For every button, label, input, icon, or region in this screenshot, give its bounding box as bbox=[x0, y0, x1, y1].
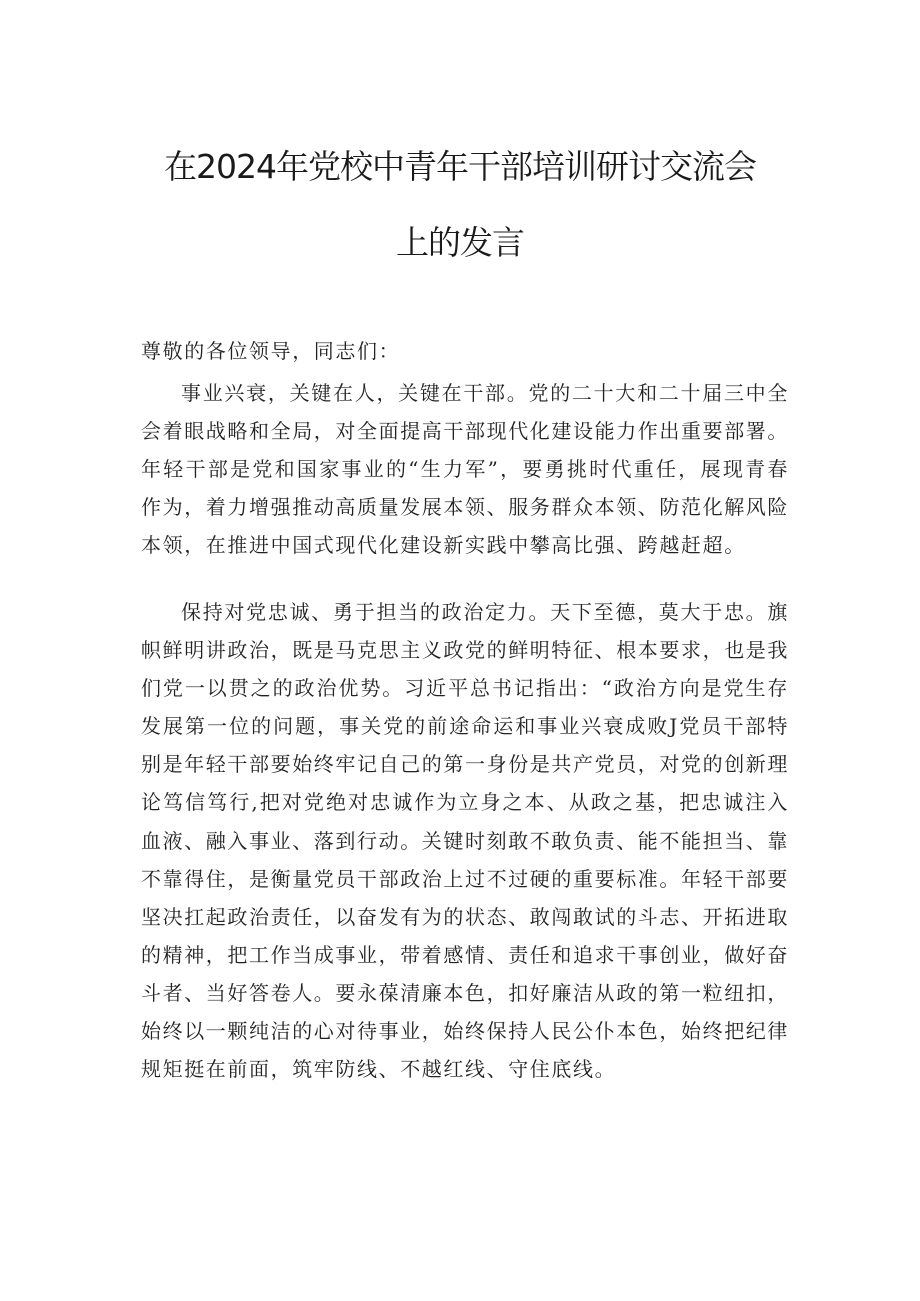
document-title-line-1: 在2024年党校中青年干部培训研讨交流会 bbox=[164, 147, 756, 186]
paragraph: 事业兴衰，关键在人，关键在干部。党的二十大和二十届三中全会着眼战略和全局，对全面提高干部现代化建设能力作出重要部署。年轻干部是党和国家事业的“生力军”，要勇挑时代重任，展现青春作为，着力增强推动高质量发展本领、服务群众本领、防范化解风险本领，在推进中国式现代化建设新实践中攀高比强、跨越赶超。 bbox=[141, 381, 789, 558]
paragraph: 保持对党忠诚、勇于担当的政治定力。天下至德，莫大于忠。旗帜鲜明讲政治，既是马克思主义政党的鲜明特征、根本要求，也是我们党一以贯之的政治优势。习近平总书记指出：“政治方向是党生存发展第一位的问题，事关党的前途命运和事业兴衰成败J党员干部特别是年轻干部要始终牢记自己的第一身份是共产党员，对党的创新理论笃信笃行,把对党绝对忠诚作为立身之本、从政之基，把忠诚注入血液、融入事业、落到行动。关键时刻敢不敢负责、能不能担当、靠不靠得住，是衡量党员干部政治上过不过硬的重要标准。年轻干部要坚决扛起政治责任，以奋发有为的状态、敢闯敢试的斗志、开拓进取的精神，把工作当成事业，带着感情、责任和追求干事创业，做好奋斗者、当好答卷人。要永葆清廉本色，扣好廉洁从政的第一粒纽扣，始终以一颗纯洁的心对待事业，始终保持人民公仆本色，始终把纪律规矩挺在前面，筑牢防线、不越红线、守住底线。 bbox=[141, 600, 789, 1082]
salutation: 尊敬的各位领导，同志们： bbox=[141, 339, 401, 363]
document-title-line-2: 上的发言 bbox=[396, 223, 524, 262]
